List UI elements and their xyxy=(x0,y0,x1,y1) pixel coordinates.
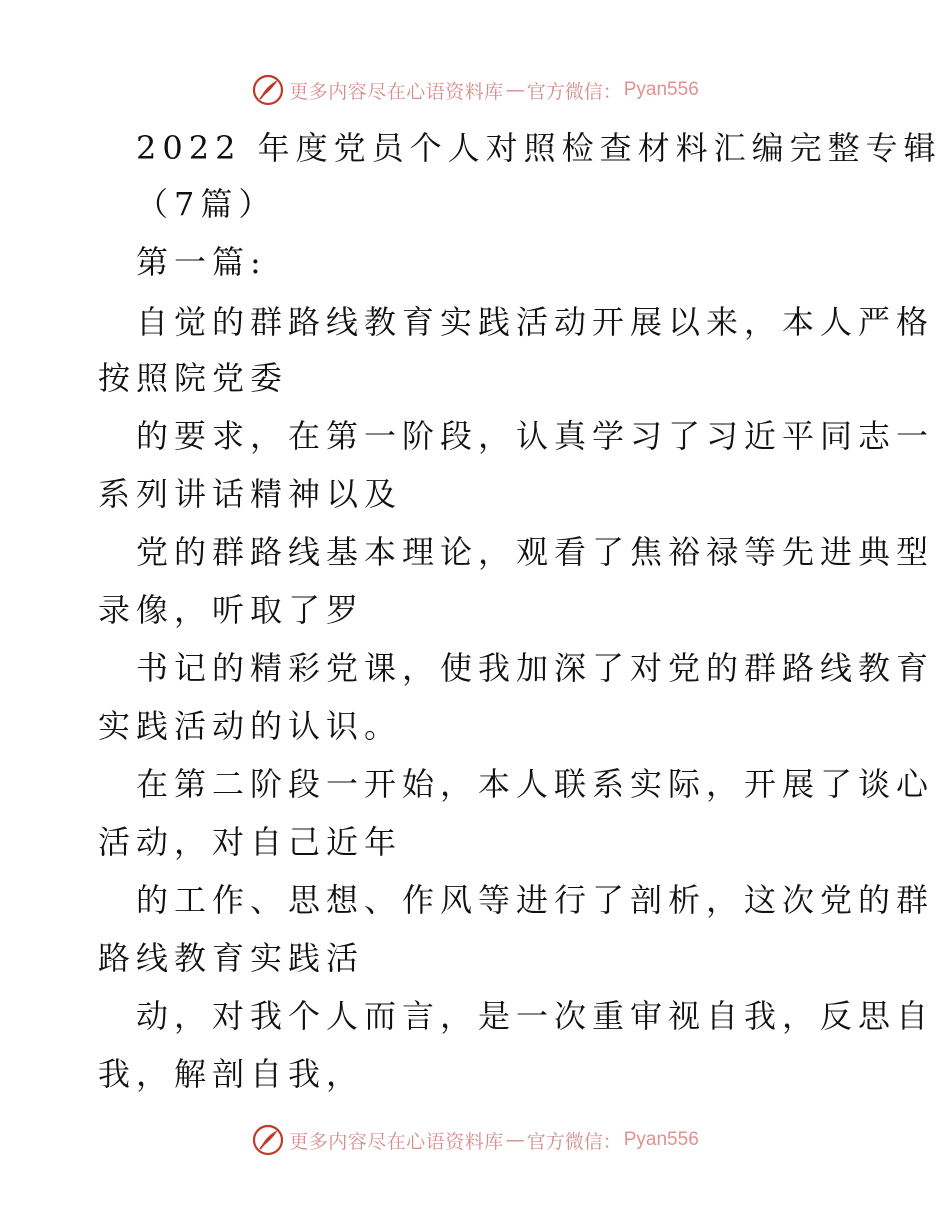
paragraph-line: 书记的精彩党课，使我加深了对党的群路线教育 xyxy=(136,649,935,687)
paragraph-line: 党的群路线基本理论，观看了焦裕禄等先进典型 xyxy=(136,533,935,571)
paragraph-line: 系列讲话精神以及 xyxy=(98,475,403,513)
feather-quill-seal-icon xyxy=(251,73,285,107)
banner-separator: — xyxy=(505,79,525,101)
banner-wechat-label: 官方微信： xyxy=(526,1130,622,1153)
banner-separator: — xyxy=(505,1129,525,1151)
banner-wechat-id: Pyan556 xyxy=(623,1129,699,1150)
paragraph-line: 路线教育实践活 xyxy=(98,939,365,977)
footer-banner[interactable] xyxy=(0,1120,950,1160)
paragraph-line: 录像，听取了罗 xyxy=(98,591,365,629)
section-heading: 第一篇: xyxy=(136,243,267,281)
document-title-line-2: （7篇） xyxy=(136,185,277,223)
paragraph-line: 按照院党委 xyxy=(98,359,289,397)
banner-title: 更多内容尽在心语资料库 xyxy=(289,1130,504,1153)
paragraph-line: 的要求，在第一阶段，认真学习了习近平同志一 xyxy=(136,417,935,455)
feather-quill-seal-icon xyxy=(251,1123,285,1157)
paragraph-line: 的工作、思想、作风等进行了剖析，这次党的群 xyxy=(136,881,935,919)
paragraph-line: 活动，对自己近年 xyxy=(98,823,403,861)
paragraph-line: 动，对我个人而言，是一次重审视自我，反思自 xyxy=(136,997,935,1035)
paragraph-line: 我，解剖自我， xyxy=(98,1055,365,1093)
paragraph-line: 自觉的群路线教育实践活动开展以来，本人严格 xyxy=(136,303,935,341)
banner-wechat-id: Pyan556 xyxy=(623,79,699,100)
paragraph-line: 在第二阶段一开始，本人联系实际，开展了谈心 xyxy=(136,765,935,803)
banner-title: 更多内容尽在心语资料库 xyxy=(289,80,504,103)
banner-wechat-label: 官方微信： xyxy=(526,80,622,103)
header-banner[interactable] xyxy=(0,70,950,110)
paragraph-line: 实践活动的认识。 xyxy=(98,707,403,745)
document-title-line-1: 2022 年度党员个人对照检查材料汇编完整专辑 xyxy=(136,129,942,167)
